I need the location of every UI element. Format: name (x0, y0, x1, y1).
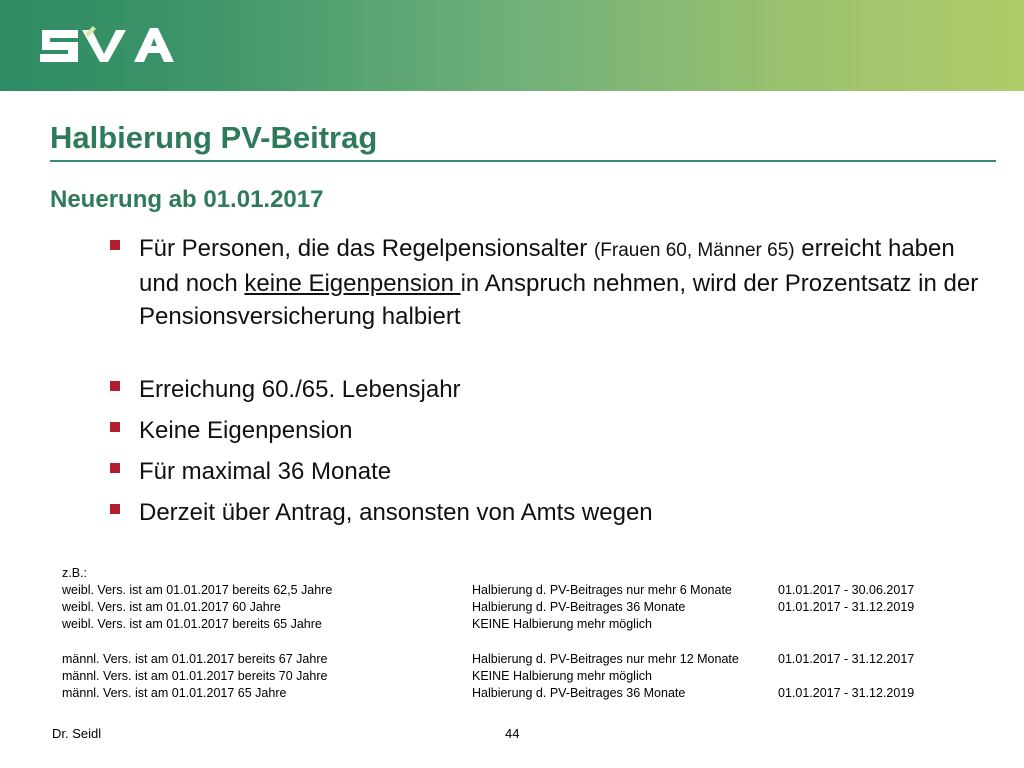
footer-author: Dr. Seidl (52, 726, 102, 741)
examples-table (62, 565, 915, 702)
table-cell: weibl. Vers. ist am 01.01.2017 60 Jahre (62, 600, 281, 614)
table-cell: männl. Vers. ist am 01.01.2017 65 Jahre (62, 686, 287, 700)
bullet-text: erreicht haben und noch (139, 235, 955, 297)
bullet-marker-icon (110, 504, 120, 514)
slide-title: Halbierung PV-Beitrag (50, 120, 378, 155)
table-row (62, 651, 915, 668)
bullet-marker-icon (110, 422, 120, 432)
bullet-marker-icon (110, 381, 120, 391)
bullet-item (108, 414, 998, 447)
bullet-item (108, 232, 998, 333)
bullet-text-small: (Frauen 60, Männer 65) (593, 240, 795, 261)
table-row (62, 616, 652, 633)
bullet-text: Für Personen, die das Regelpensionsalter (139, 235, 594, 262)
table-cell: Halbierung d. PV-Beitrages 36 Monate (472, 600, 686, 614)
table-cell: männl. Vers. ist am 01.01.2017 bereits 67 Jahre (62, 652, 328, 666)
bullet-text-underlined: keine Eigenpension (244, 270, 461, 297)
bullet-marker-icon (110, 240, 120, 250)
bullet-item (108, 455, 998, 488)
table-row (62, 668, 652, 685)
table-row (62, 685, 915, 702)
table-row (62, 599, 915, 616)
sva-logo (38, 22, 178, 68)
bullet-marker-icon (110, 463, 120, 473)
bullet-text: Keine Eigenpension (139, 417, 353, 444)
title-divider (50, 160, 996, 162)
header-band (0, 0, 1024, 91)
table-row (62, 582, 915, 599)
table-cell: 01.01.2017 - 31.12.2017 (778, 652, 915, 666)
table-cell: KEINE Halbierung mehr möglich (472, 617, 652, 631)
bullet-text: Erreichung 60./65. Lebensjahr (139, 376, 461, 403)
slide-subtitle: Neuerung ab 01.01.2017 (50, 186, 324, 213)
bullet-item (108, 496, 998, 529)
table-cell: weibl. Vers. ist am 01.01.2017 bereits 62,5 Jahre (62, 583, 333, 597)
table-cell: Halbierung d. PV-Beitrages nur mehr 6 Monate (472, 583, 732, 597)
table-cell: 01.01.2017 - 31.12.2019 (778, 686, 915, 700)
table-cell: KEINE Halbierung mehr möglich (472, 669, 652, 683)
table-cell: 01.01.2017 - 31.12.2019 (778, 600, 915, 614)
bullet-text: Für maximal 36 Monate (139, 458, 392, 485)
page-number: 44 (505, 726, 520, 741)
examples-label: z.B.: (62, 566, 88, 580)
bullet-text: Derzeit über Antrag, ansonsten von Amts wegen (139, 499, 653, 526)
bullet-list (108, 232, 998, 529)
row-spacer (62, 633, 87, 651)
table-cell: Halbierung d. PV-Beitrages 36 Monate (472, 686, 686, 700)
bullet-item (108, 373, 998, 406)
table-cell: männl. Vers. ist am 01.01.2017 bereits 70 Jahre (62, 669, 328, 683)
table-cell: 01.01.2017 - 30.06.2017 (778, 583, 915, 597)
bullet-text: in Anspruch nehmen, wird der Prozentsatz in der Pensionsversicherung halbiert (139, 270, 979, 330)
table-cell: Halbierung d. PV-Beitrages nur mehr 12 Monate (472, 652, 739, 666)
table-cell: weibl. Vers. ist am 01.01.2017 bereits 65 Jahre (62, 617, 322, 631)
